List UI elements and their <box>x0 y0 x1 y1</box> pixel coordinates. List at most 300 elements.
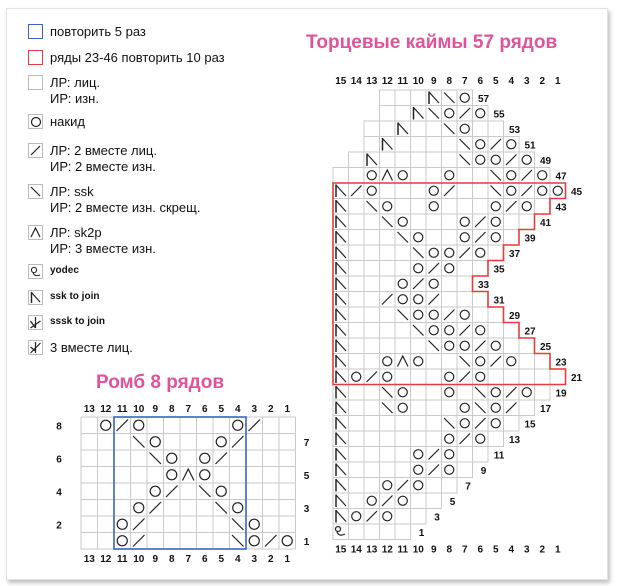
column-number: 8 <box>446 544 453 556</box>
grid-cell <box>364 183 380 199</box>
row-number: 39 <box>524 233 536 245</box>
grid-cell <box>395 261 411 277</box>
grid-cell <box>488 385 504 401</box>
column-number: 10 <box>412 76 424 87</box>
grid-cell <box>411 447 427 463</box>
grid-cell <box>411 416 427 432</box>
grid-cell <box>395 462 411 478</box>
grid-cell <box>473 183 489 199</box>
row-number: 41 <box>539 217 552 229</box>
grid-cell <box>426 199 442 215</box>
grid-cell <box>380 416 396 432</box>
column-number: 12 <box>381 76 393 87</box>
column-number: 15 <box>335 76 347 87</box>
column-number: 1 <box>284 554 291 565</box>
legend-label: sssk to join <box>50 316 106 327</box>
column-number: 13 <box>366 76 378 87</box>
grid-cell <box>349 462 365 478</box>
legend-label: ЛР: ssk ИР: 2 вместе изн. скрещ. <box>50 184 201 215</box>
grid-cell <box>473 447 489 463</box>
grid-cell <box>488 323 504 339</box>
row-number: 35 <box>493 264 505 276</box>
grid-cell <box>504 338 520 354</box>
column-number: 3 <box>251 404 258 415</box>
grid-cell <box>442 214 458 230</box>
grid-cell <box>380 509 396 525</box>
grid-cell <box>488 152 504 168</box>
grid-cell <box>488 431 504 447</box>
grid-cell <box>473 168 489 184</box>
row-number: 6 <box>56 454 62 466</box>
column-number: 9 <box>430 76 437 87</box>
grid-cell <box>380 462 396 478</box>
grid-cell <box>535 168 551 184</box>
grid-cell <box>457 168 473 184</box>
column-number: 6 <box>477 544 484 556</box>
grid-cell <box>364 400 380 416</box>
column-number: 2 <box>267 554 274 565</box>
grid-cell <box>473 106 489 122</box>
column-number: 8 <box>168 554 175 565</box>
grid-cell <box>519 214 535 230</box>
grid-cell <box>380 183 396 199</box>
grid-cell <box>488 400 504 416</box>
grid-cell <box>457 292 473 308</box>
grid-cell <box>395 152 411 168</box>
grid-cell <box>473 292 489 308</box>
column-number: 4 <box>234 404 241 415</box>
grid-cell <box>380 307 396 323</box>
legend-label: ЛР: 2 вместе лиц. ИР: 2 вместе изн. <box>50 143 157 174</box>
legend-label: ряды 23-46 повторить 10 раз <box>50 50 225 65</box>
grid-cell <box>364 493 380 509</box>
grid-cell <box>442 431 458 447</box>
column-number: 11 <box>116 404 128 415</box>
column-number: 11 <box>397 544 409 556</box>
row-number: 57 <box>477 93 490 105</box>
grid-cell <box>504 214 520 230</box>
grid-cell <box>349 323 365 339</box>
grid-cell <box>395 447 411 463</box>
grid-cell <box>442 199 458 215</box>
row-number: 5 <box>303 470 310 482</box>
row-number: 8 <box>56 421 62 433</box>
grid-cell <box>349 152 365 168</box>
diamond-title: Ромб 8 рядов <box>96 372 225 393</box>
row-number: 23 <box>555 357 567 369</box>
grid-cell <box>426 214 442 230</box>
grid-cell <box>550 183 566 199</box>
grid-cell <box>426 478 442 494</box>
grid-cell <box>535 199 551 215</box>
grid-cell <box>380 276 396 292</box>
grid-cell <box>473 199 489 215</box>
grid-cell <box>380 431 396 447</box>
column-number: 15 <box>335 544 347 556</box>
grid-cell <box>349 245 365 261</box>
legend-label: yodec <box>50 265 79 276</box>
grid-cell <box>488 230 504 246</box>
grid-cell <box>364 214 380 230</box>
grid-cell <box>442 137 458 153</box>
grid-cell <box>349 478 365 494</box>
row-number: 51 <box>524 140 536 152</box>
grid-cell <box>349 431 365 447</box>
grid-cell <box>395 431 411 447</box>
grid-cell <box>395 338 411 354</box>
grid-cell <box>488 121 504 137</box>
column-number: 3 <box>523 76 530 87</box>
column-number: 2 <box>539 544 546 556</box>
grid-cell <box>349 385 365 401</box>
grid-cell <box>349 261 365 277</box>
column-number: 6 <box>201 404 208 415</box>
grid-cell <box>411 199 427 215</box>
grid-cell <box>457 121 473 137</box>
grid-cell <box>380 152 396 168</box>
grid-cell <box>504 369 520 385</box>
grid-cell <box>519 385 535 401</box>
grid-cell <box>411 493 427 509</box>
column-number: 10 <box>412 544 424 556</box>
row-number: 33 <box>477 279 490 291</box>
grid-cell <box>426 152 442 168</box>
grid-cell <box>395 106 411 122</box>
grid-cell <box>442 369 458 385</box>
column-number: 1 <box>554 544 561 556</box>
grid-cell <box>457 416 473 432</box>
grid-cell <box>442 245 458 261</box>
grid-cell <box>349 524 365 540</box>
grid-cell <box>395 214 411 230</box>
grid-cell <box>349 307 365 323</box>
grid-cell <box>411 152 427 168</box>
grid-cell <box>457 276 473 292</box>
grid-cell <box>349 199 365 215</box>
grid-cell <box>364 307 380 323</box>
column-number: 6 <box>477 76 484 87</box>
grid-cell <box>426 183 442 199</box>
grid-cell <box>364 462 380 478</box>
row-number: 27 <box>524 326 536 338</box>
grid-cell <box>411 338 427 354</box>
column-number: 14 <box>350 76 362 87</box>
column-number: 9 <box>152 404 159 415</box>
column-number: 8 <box>168 404 175 415</box>
grid-cell <box>504 354 520 370</box>
grid-cell <box>535 369 551 385</box>
grid-cell <box>457 307 473 323</box>
grid-cell <box>411 121 427 137</box>
grid-cell <box>411 292 427 308</box>
grid-cell <box>380 245 396 261</box>
grid-cell <box>364 338 380 354</box>
row-number: 25 <box>539 341 552 353</box>
grid-cell <box>364 168 380 184</box>
grid-cell <box>473 245 489 261</box>
row-number: 29 <box>508 310 521 322</box>
grid-cell <box>457 90 473 106</box>
grid-cell <box>395 90 411 106</box>
grid-cell <box>442 230 458 246</box>
grid-cell <box>442 168 458 184</box>
grid-cell <box>349 447 365 463</box>
grid-cell <box>395 323 411 339</box>
column-number: 14 <box>350 544 362 556</box>
grid-cell <box>333 524 349 540</box>
grid-cell <box>411 183 427 199</box>
column-number: 7 <box>185 404 192 415</box>
column-number: 5 <box>218 404 225 415</box>
grid-cell <box>473 137 489 153</box>
row-number: 17 <box>539 403 552 415</box>
grid-cell <box>504 137 520 153</box>
grid-cell <box>349 354 365 370</box>
grid-cell <box>473 307 489 323</box>
column-number: 10 <box>133 404 145 415</box>
column-number: 10 <box>133 554 145 565</box>
grid-cell <box>442 323 458 339</box>
grid-cell <box>426 230 442 246</box>
grid-cell <box>349 230 365 246</box>
grid-cell <box>364 431 380 447</box>
row-number: 19 <box>555 388 567 400</box>
grid-cell <box>426 354 442 370</box>
grid-cell <box>488 214 504 230</box>
grid-cell <box>380 447 396 463</box>
row-number: 37 <box>508 248 521 260</box>
grid-cell <box>364 292 380 308</box>
grid-cell <box>411 137 427 153</box>
grid-cell <box>364 276 380 292</box>
grid-cell <box>457 183 473 199</box>
grid-cell <box>380 106 396 122</box>
grid-cell <box>488 199 504 215</box>
grid-cell <box>473 121 489 137</box>
column-number: 5 <box>218 554 225 565</box>
grid-cell <box>411 214 427 230</box>
grid-cell <box>395 245 411 261</box>
row-number: 5 <box>449 496 456 508</box>
grid-cell <box>426 137 442 153</box>
column-number: 2 <box>539 76 546 87</box>
column-number: 13 <box>83 404 95 415</box>
grid-cell <box>426 121 442 137</box>
grid-cell <box>380 199 396 215</box>
grid-cell <box>411 369 427 385</box>
grid-cell <box>504 323 520 339</box>
grid-cell <box>473 261 489 277</box>
grid-cell <box>457 230 473 246</box>
grid-cell <box>457 447 473 463</box>
grid-cell <box>426 245 442 261</box>
grid-cell <box>488 369 504 385</box>
row-number: 21 <box>570 372 583 384</box>
row-number: 31 <box>493 295 505 307</box>
grid-cell <box>380 323 396 339</box>
row-number: 7 <box>465 481 471 493</box>
grid-cell <box>411 307 427 323</box>
grid-cell <box>442 292 458 308</box>
grid-cell <box>333 168 349 184</box>
grid-cell <box>349 509 365 525</box>
grid-cell <box>426 416 442 432</box>
column-number: 13 <box>83 554 95 565</box>
grid-cell <box>442 385 458 401</box>
legend-label: ssk to join <box>50 291 100 302</box>
grid-cell <box>395 509 411 525</box>
row-number: 1 <box>303 536 310 548</box>
edging-title: Торцевые каймы 57 рядов <box>306 32 558 53</box>
grid-cell <box>364 261 380 277</box>
column-number: 3 <box>251 554 258 565</box>
column-number: 7 <box>461 544 468 556</box>
grid-cell <box>488 338 504 354</box>
column-number: 9 <box>152 554 159 565</box>
grid-cell <box>473 354 489 370</box>
grid-cell <box>457 338 473 354</box>
column-number: 5 <box>492 76 499 87</box>
grid-cell <box>380 369 396 385</box>
row-number: 13 <box>508 434 521 446</box>
grid-cell <box>519 199 535 215</box>
grid-cell <box>349 400 365 416</box>
row-number: 47 <box>555 171 567 183</box>
grid-cell <box>380 524 396 540</box>
grid-cell <box>349 168 365 184</box>
grid-cell <box>535 183 551 199</box>
grid-cell <box>380 230 396 246</box>
grid-cell <box>442 261 458 277</box>
row-number: 15 <box>524 419 536 431</box>
grid-cell <box>364 447 380 463</box>
column-number: 6 <box>201 554 208 565</box>
column-number: 1 <box>284 404 291 415</box>
column-number: 4 <box>508 76 515 87</box>
grid-cell <box>411 90 427 106</box>
grid-cell <box>457 261 473 277</box>
grid-cell <box>457 400 473 416</box>
grid-cell <box>380 478 396 494</box>
grid-cell <box>411 509 427 525</box>
grid-cell <box>442 338 458 354</box>
grid-cell <box>364 354 380 370</box>
grid-cell <box>411 431 427 447</box>
grid-cell <box>535 354 551 370</box>
grid-cell <box>411 261 427 277</box>
grid-cell <box>442 152 458 168</box>
column-number: 4 <box>508 544 515 556</box>
grid-cell <box>457 385 473 401</box>
row-number: 55 <box>493 109 505 121</box>
grid-cell <box>349 493 365 509</box>
grid-cell <box>442 447 458 463</box>
grid-cell <box>380 261 396 277</box>
grid-cell <box>442 400 458 416</box>
grid-cell <box>426 168 442 184</box>
row-number: 9 <box>480 465 487 477</box>
grid-cell <box>519 338 535 354</box>
grid-cell <box>364 245 380 261</box>
row-number: 45 <box>570 186 583 198</box>
column-number: 11 <box>116 554 128 565</box>
grid-cell <box>395 292 411 308</box>
grid-cell <box>395 416 411 432</box>
grid-cell <box>504 416 520 432</box>
grid-cell <box>426 400 442 416</box>
column-number: 12 <box>100 554 112 565</box>
grid-cell <box>395 137 411 153</box>
column-number: 3 <box>523 544 530 556</box>
grid-cell <box>364 385 380 401</box>
row-number: 43 <box>555 202 567 214</box>
grid-cell <box>488 245 504 261</box>
grid-cell <box>519 152 535 168</box>
grid-cell <box>395 400 411 416</box>
grid-cell <box>411 230 427 246</box>
column-number: 11 <box>397 76 409 87</box>
grid-cell <box>380 90 396 106</box>
grid-cell <box>504 168 520 184</box>
legend-label: повторить 5 раз <box>50 24 146 39</box>
grid-cell <box>426 307 442 323</box>
grid-cell <box>488 416 504 432</box>
grid-cell <box>395 369 411 385</box>
grid-cell <box>442 478 458 494</box>
grid-cell <box>442 354 458 370</box>
legend-label: ЛР: sk2p ИР: 3 вместе изн. <box>50 225 156 256</box>
column-number: 5 <box>492 544 499 556</box>
legend-label: 3 вместе лиц. <box>50 340 133 355</box>
grid-cell <box>364 230 380 246</box>
column-number: 12 <box>381 544 393 556</box>
grid-cell <box>380 121 396 137</box>
grid-cell <box>395 524 411 540</box>
grid-cell <box>426 369 442 385</box>
grid-cell <box>364 478 380 494</box>
grid-cell <box>457 462 473 478</box>
grid-cell <box>364 524 380 540</box>
grid-cell <box>473 152 489 168</box>
grid-cell <box>364 137 380 153</box>
grid-cell <box>349 369 365 385</box>
column-number: 2 <box>267 404 274 415</box>
row-number: 49 <box>539 155 552 167</box>
row-number: 7 <box>303 437 310 449</box>
row-number: 4 <box>56 487 62 499</box>
column-number: 12 <box>100 404 112 415</box>
grid-cell <box>411 400 427 416</box>
grid-cell <box>457 199 473 215</box>
grid-cell <box>364 416 380 432</box>
column-number: 7 <box>461 76 468 87</box>
legend-label: накид <box>50 114 85 129</box>
grid-cell <box>442 462 458 478</box>
grid-cell <box>488 307 504 323</box>
grid-cell <box>411 462 427 478</box>
grid-cell <box>411 168 427 184</box>
grid-cell <box>395 385 411 401</box>
row-number: 3 <box>434 512 440 524</box>
grid-cell <box>504 230 520 246</box>
grid-cell <box>426 431 442 447</box>
grid-cell <box>395 276 411 292</box>
grid-cell <box>519 400 535 416</box>
grid-cell <box>349 276 365 292</box>
grid-cell <box>364 323 380 339</box>
row-number: 2 <box>56 520 62 532</box>
column-number: 8 <box>446 76 453 87</box>
